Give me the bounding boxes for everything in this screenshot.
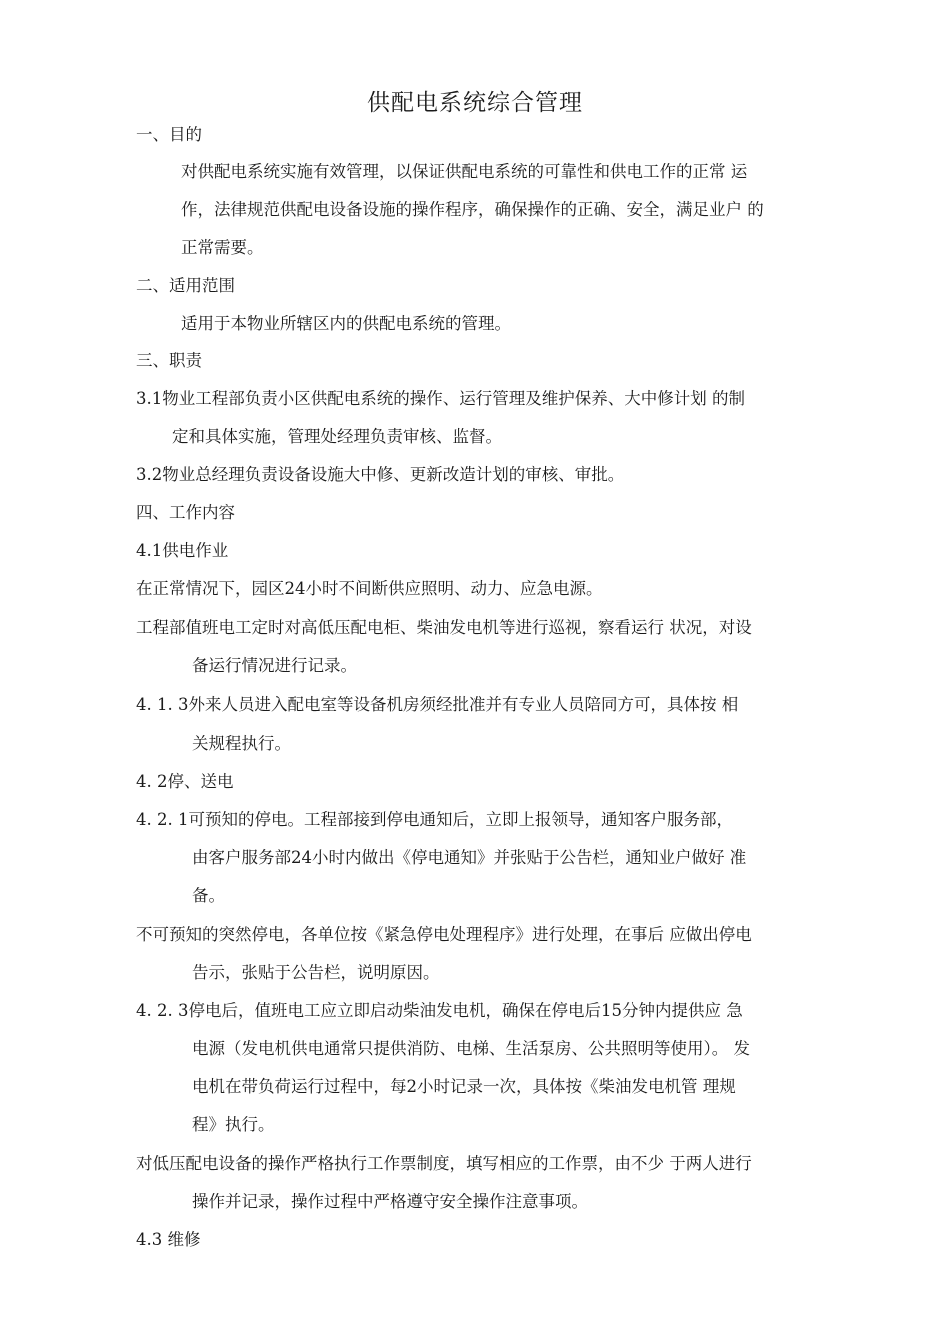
paragraph-line: 告示，张贴于公告栏，说明原因。 (192, 963, 440, 982)
subsection-heading: 4. 2停、送电 (136, 772, 234, 791)
section-heading-responsibilities: 三、职责 (136, 351, 202, 370)
paragraph-line: 不可预知的突然停电，各单位按《紧急停电处理程序》进行处理，在事后 应做出停电 (136, 925, 752, 944)
paragraph-line: 备运行情况进行记录。 (192, 656, 357, 675)
paragraph-line: 3.1物业工程部负责小区供配电系统的操作、运行管理及维护保养、大中修计划 的制 (136, 389, 745, 408)
section-heading-purpose: 一、目的 (136, 125, 202, 144)
paragraph-line: 正常需要。 (181, 238, 264, 257)
paragraph-line: 由客户服务部24小时内做出《停电通知》并张贴于公告栏，通知业户做好 准 (192, 848, 747, 867)
paragraph-line: 备。 (192, 886, 225, 905)
subsection-heading: 4.1供电作业 (136, 541, 229, 560)
paragraph-line: 定和具体实施，管理处经理负责审核、监督。 (172, 427, 502, 446)
paragraph-line: 4. 1. 3外来人员进入配电室等设备机房须经批准并有专业人员陪同方可，具体按 相 (136, 695, 739, 714)
section-heading-work-content: 四、工作内容 (136, 503, 235, 522)
paragraph-line: 关规程执行。 (192, 734, 291, 753)
paragraph-line: 程》执行。 (192, 1115, 275, 1134)
paragraph-line: 适用于本物业所辖区内的供配电系统的管理。 (181, 314, 511, 333)
paragraph-line: 电机在带负荷运行过程中，每2小时记录一次，具体按《柴油发电机管 理规 (192, 1077, 736, 1096)
paragraph-line: 作，法律规范供配电设备设施的操作程序，确保操作的正确、安全，满足业户 的 (181, 200, 764, 219)
paragraph-line: 电源（发电机供电通常只提供消防、电梯、生活泵房、公共照明等使用）。 发 (192, 1039, 750, 1058)
paragraph-line: 4. 2. 3停电后，值班电工应立即启动柴油发电机，确保在停电后15分钟内提供应 急 (136, 1001, 743, 1020)
paragraph-line: 4. 2. 1可预知的停电。工程部接到停电通知后，立即上报领导，通知客户服务部， (136, 810, 733, 829)
page-title: 供配电系统综合管理 (367, 90, 583, 116)
paragraph-line: 操作并记录，操作过程中严格遵守安全操作注意事项。 (192, 1192, 588, 1211)
paragraph-line: 对低压配电设备的操作严格执行工作票制度，填写相应的工作票，由不少 于两人进行 (136, 1154, 752, 1173)
paragraph-line: 对供配电系统实施有效管理，以保证供配电系统的可靠性和供电工作的正常 运 (181, 162, 748, 181)
subsection-heading: 4.3 维修 (136, 1230, 201, 1249)
paragraph-line: 工程部值班电工定时对高低压配电柜、柴油发电机等进行巡视，察看运行 状况，对设 (136, 618, 752, 637)
section-heading-scope: 二、适用范围 (136, 276, 235, 295)
paragraph-line: 在正常情况下，园区24小时不间断供应照明、动力、应急电源。 (136, 579, 603, 598)
paragraph-line: 3.2物业总经理负责设备设施大中修、更新改造计划的审核、审批。 (136, 465, 625, 484)
